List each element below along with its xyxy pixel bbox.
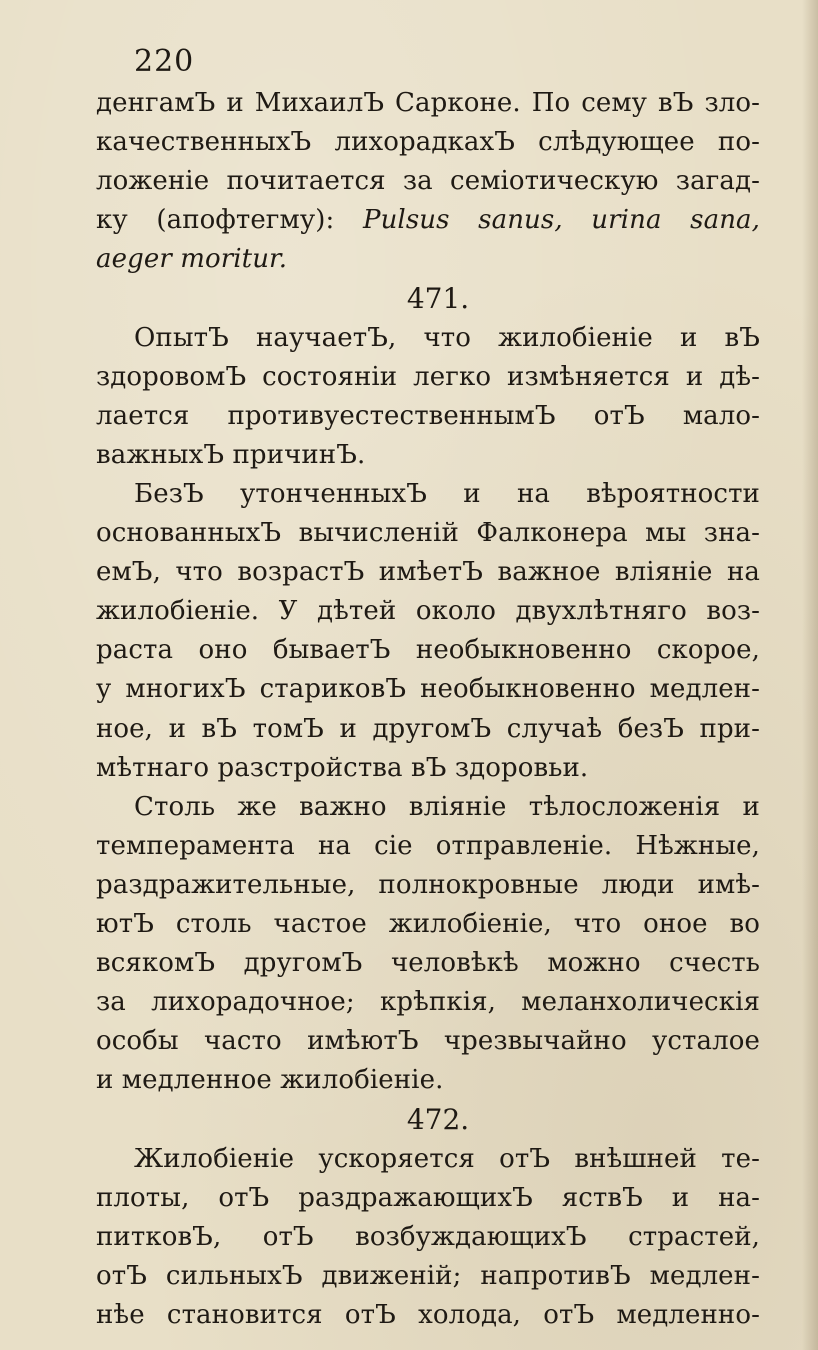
section-number-472: 472. xyxy=(406,1103,470,1137)
text-line: ное, и вЪ томЪ и другомЪ случаѣ безЪ при- xyxy=(96,713,760,744)
text-fragment: ку (апофтегму): xyxy=(96,205,363,236)
text-line: денгамЪ и МихаилЪ Сарконе. По сему вЪ зло- xyxy=(96,88,760,118)
latin-quote: Pulsus sanus, urina sana, xyxy=(362,205,761,236)
text-line: жилобіеніе. У дѣтей около двухлѣтняго воз- xyxy=(96,596,760,627)
text-line: нѣе становится отЪ холода, отЪ медленно- xyxy=(96,1299,760,1330)
text-line xyxy=(96,240,760,279)
text-line: емЪ, что возрастЪ имѣетЪ важное вліяніе на xyxy=(96,557,760,588)
latin-quote: aeger moritur. xyxy=(96,244,288,275)
text-line: Жилобіеніе ускоряется отЪ внѣшней те- xyxy=(134,1143,760,1174)
text-line-with-latin xyxy=(96,201,760,240)
page-number: 220 xyxy=(134,44,195,79)
text-line: темперамента на сіе отправленіе. Нѣжные, xyxy=(96,830,760,861)
text-line: здоровомЪ состояніи легко измѣняется и дѣ- xyxy=(96,361,760,392)
text-line: у многихЪ стариковЪ необыкновенно медлен- xyxy=(96,674,760,705)
section-number-471: 471. xyxy=(406,282,470,316)
text-line: основанныхЪ вычисленій Фалконера мы зна- xyxy=(96,518,760,549)
text-line: БезЪ утонченныхЪ и на вѣроятности xyxy=(134,478,760,509)
text-line: отЪ сильныхЪ движеній; напротивЪ медлен- xyxy=(96,1260,760,1291)
text-line: качественныхЪ лихорадкахЪ слѣдующее по- xyxy=(96,127,760,158)
text-line: раста оно бываетЪ необыкновенно скорое, xyxy=(96,635,760,666)
text-line: ложеніе почитается за семіотическую загад- xyxy=(96,166,760,197)
text-line: лается противуестественнымЪ отЪ мало- xyxy=(96,400,760,431)
text-line: ОпытЪ научаетЪ, что жилобіеніе и вЪ xyxy=(134,322,760,353)
text-line: мѣтнаго разстройства вЪ здоровьи. xyxy=(96,752,589,783)
text-line: раздражительные, полнокровные люди имѣ- xyxy=(96,869,760,900)
text-line: за лихорадочное; крѣпкія, меланхолическія xyxy=(96,987,760,1018)
text-line: плоты, отЪ раздражающихЪ яствЪ и на- xyxy=(96,1182,760,1213)
text-line: питковЪ, отЪ возбуждающихЪ страстей, xyxy=(96,1221,760,1252)
text-line: ютЪ столь частое жилобіеніе, что оное во xyxy=(96,908,760,939)
text-line: важныхЪ причинЪ. xyxy=(96,439,366,470)
page-edge-shadow xyxy=(802,0,818,1350)
text-line: и медленное жилобіеніе. xyxy=(96,1065,444,1096)
text-line: особы часто имѣютЪ чрезвычайно усталое xyxy=(96,1026,760,1057)
text-line: Столь же важно вліяніе тѣлосложенія и xyxy=(134,791,760,822)
text-line: всякомЪ другомЪ человѣкѣ можно счесть xyxy=(96,948,760,979)
page-text-block xyxy=(96,40,760,1335)
